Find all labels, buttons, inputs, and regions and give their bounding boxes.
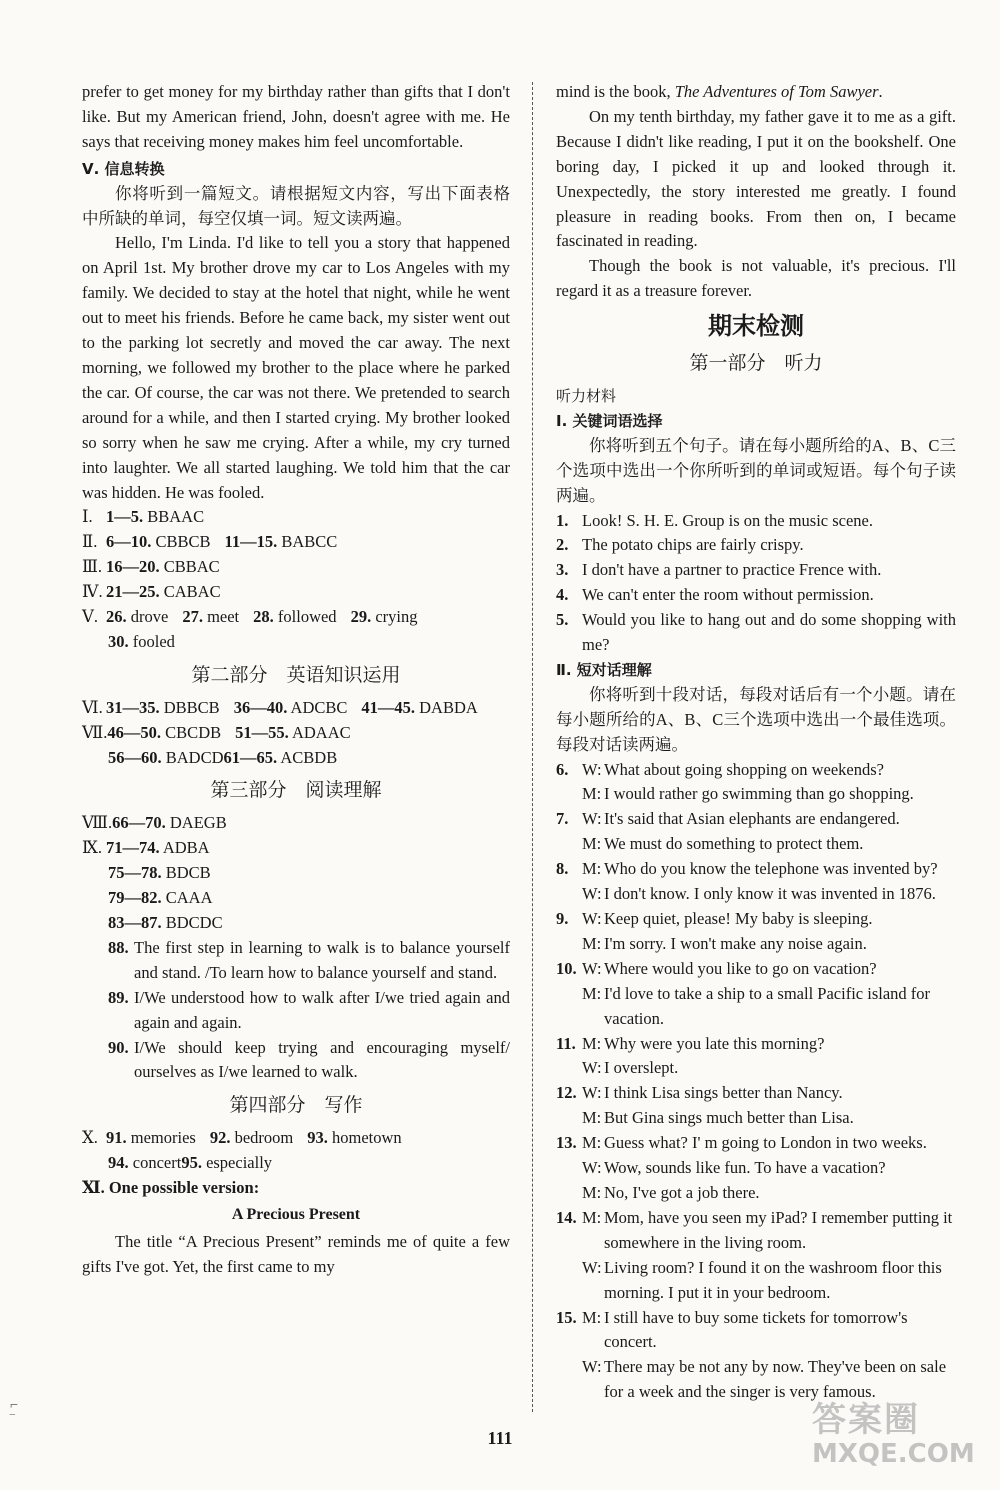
essay-start: The title “A Precious Present” reminds me of quite a few gifts I've got. Yet, the first came to my	[82, 1231, 510, 1276]
answer-row-5-cont: 30. fooled	[108, 631, 175, 651]
dialogue-line	[556, 758, 956, 783]
answer-88: 88. The first step in learning to walk is to balance yourself and stand. /To learn how to balance yourself and stand.	[108, 937, 510, 982]
edge-mark: ⌐ ‾	[10, 1398, 18, 1429]
dialogue-line	[556, 1106, 956, 1131]
dialogue-line	[556, 1131, 956, 1156]
dialogue-text: I don't know. I only know it was invented in 1876.	[604, 884, 936, 904]
part1-heading: 第一部分 听力	[689, 352, 823, 375]
dialogue-line	[556, 1056, 956, 1081]
part3-heading: 第三部分 阅读理解	[210, 779, 382, 802]
part4-heading: 第四部分 写作	[229, 1094, 363, 1117]
speaker-label: M:	[582, 859, 602, 879]
dialogue-line	[556, 1156, 956, 1181]
dialogue-number	[556, 1256, 582, 1306]
book-title: The Adventures of Tom Sawyer	[674, 82, 879, 101]
dialogue-line	[556, 807, 956, 832]
dialogue-text: I overslept.	[604, 1058, 679, 1078]
speaker-label: M:	[582, 933, 602, 953]
dialogue-line	[556, 1306, 956, 1356]
dialogue-text: We must do something to protect them.	[604, 834, 864, 854]
dialogue-text: Where would you like to go on vacation?	[604, 958, 877, 978]
dialogue-line	[556, 982, 956, 1032]
answer-row-3: Ⅲ. 16—20. CBBAC	[82, 557, 220, 577]
essay-title: A Precious Present	[231, 1205, 361, 1223]
answer-row-4: Ⅳ. 21—25. CABAC	[82, 582, 221, 602]
speaker-label: W:	[582, 759, 602, 779]
speaker-label: M:	[582, 1207, 602, 1227]
speaker-label: W:	[582, 1158, 602, 1178]
answer-89: 89. I/We understood how to walk after I/we tried again and again and again.	[108, 987, 510, 1032]
sentence-item: 2. The potato chips are fairly crispy.	[556, 535, 804, 555]
speaker-label: M:	[582, 784, 602, 804]
dialogue-line	[556, 832, 956, 857]
answer-row-7-cont: 56—60. BADCD61—65. ACBDB	[108, 747, 338, 767]
speaker-label: W:	[582, 809, 602, 829]
dialogue-text: I would rather go swimming than go shopping.	[604, 784, 914, 804]
answer-row-2: Ⅱ. 6—10. CBBCB 11—15. BABCC	[82, 532, 338, 552]
dialogue-line	[556, 1256, 956, 1306]
section-v-header: Ⅴ. 信息转换	[82, 159, 165, 178]
dialogue-text: Mom, have you seen my iPad? I remember putting it somewhere in the living room.	[604, 1207, 953, 1252]
dialogue-text: Why were you late this morning?	[604, 1033, 825, 1053]
dialogue-line	[556, 1032, 956, 1057]
section-v-instruction: 你将听到一篇短文。请根据短文内容，写出下面表格中所缺的单词，每空仅填一词。短文读两遍。	[82, 183, 510, 228]
dialogue-list	[556, 758, 956, 1406]
dialogue-line	[556, 907, 956, 932]
dialogue-line	[556, 782, 956, 807]
dialogue-number	[556, 832, 582, 857]
answer-90: 90. I/We should keep trying and encouraging myself/ ourselves as I/we learned to walk.	[108, 1037, 510, 1082]
dialogue-number	[556, 1355, 582, 1405]
page-number: 111	[487, 1428, 513, 1448]
answer-row-7: Ⅶ.46—50. CBCDB 51—55. ADAAC	[82, 722, 351, 742]
dialogue-number: 7.	[556, 809, 569, 829]
right-column	[556, 80, 956, 1405]
speaker-label: W:	[582, 1257, 602, 1277]
dialogue-text: No, I've got a job there.	[604, 1182, 760, 1202]
speaker-label: M:	[582, 1133, 602, 1153]
answer-row-9d: 83—87. BDCDC	[108, 913, 223, 932]
answer-row-6: Ⅵ. 31—35. DBBCB 36—40. ADCBC 41—45. DABDA	[82, 697, 478, 717]
speaker-label: M:	[582, 983, 602, 1003]
answer-row-11-header: Ⅺ. One possible version:	[82, 1178, 260, 1198]
story-text: Hello, I'm Linda. I'd like to tell you a story that happened on April 1st. My brother drove my car to Los Angeles with my family. We decided to stay at the hotel that night, while he went out to meet his friends. Before he came back, my sister went out to the parking lot secretly and moved the car away. The next morning, we followed my brother to the place where he parked the car. Of course, the car was not there. We pretended to search around for a while, and then I started crying. My brother looked so sorry when he saw me crying. After a while, my cry turned into laughter. We all started laughing. We told him that the car was hidden. He was fooled.	[82, 233, 510, 502]
section-1-instruction: 你将听到五个句子。请在每小题所给的A、B、C三个选项中选出一个你所听到的单词或短语。每个句子读两遍。	[556, 435, 956, 505]
left-column	[82, 80, 510, 1280]
dialogue-text: I think Lisa sings better than Nancy.	[604, 1083, 843, 1103]
dialogue-line	[556, 857, 956, 882]
dialogue-text: But Gina sings much better than Lisa.	[604, 1108, 854, 1128]
dialogue-number: 13.	[556, 1133, 577, 1153]
dialogue-number	[556, 1181, 582, 1206]
dialogue-number	[556, 1056, 582, 1081]
dialogue-number	[556, 1106, 582, 1131]
dialogue-text: Keep quiet, please! My baby is sleeping.	[604, 909, 873, 928]
answer-row-8: Ⅷ.66—70. DAEGB	[82, 813, 227, 833]
dialogue-number: 8.	[556, 859, 569, 879]
dialogue-line	[556, 957, 956, 982]
speaker-label: M:	[582, 1033, 602, 1053]
watermark-logo: 答案圈 MXQE.COM	[812, 1400, 975, 1469]
essay-continuation: mind is the book, The Adventures of Tom Sawyer.	[556, 82, 883, 101]
essay-paragraph-3: Though the book is not valuable, it's precious. I'll regard it as a treasure forever.	[556, 256, 956, 301]
dialogue-number	[556, 1156, 582, 1181]
dialogue-text: I'm sorry. I won't make any noise again.	[604, 933, 867, 953]
dialogue-number: 10.	[556, 958, 577, 978]
final-exam-title: 期末检测	[708, 312, 804, 341]
dialogue-line	[556, 1081, 956, 1106]
dialogue-number	[556, 932, 582, 957]
section-2-instruction: 你将听到十段对话，每段对话后有一个小题。请在每小题所给的A、B、C三个选项中选出一个最佳选项。每段对话读两遍。	[556, 684, 956, 754]
speaker-label: W:	[582, 909, 602, 928]
dialogue-number	[556, 882, 582, 907]
speaker-label: M:	[582, 1108, 602, 1128]
speaker-label: M:	[582, 1182, 602, 1202]
dialogue-number: 14.	[556, 1207, 577, 1227]
section-1-header: Ⅰ. 关键词语选择	[556, 411, 663, 430]
sentence-item: 3. I don't have a partner to practice Frence with.	[556, 560, 882, 580]
answer-row-10-cont: 94. concert95. especially	[108, 1153, 273, 1173]
dialogue-text: Living room? I found it on the washroom floor this morning. I put it in your bedroom.	[604, 1257, 942, 1302]
dialogue-text: Guess what? I' m going to London in two weeks.	[604, 1133, 927, 1153]
dialogue-line	[556, 932, 956, 957]
dialogue-line	[556, 1181, 956, 1206]
dialogue-number	[556, 982, 582, 1032]
listening-label: 听力材料	[556, 386, 617, 405]
dialogue-text: I still have to buy some tickets for tomorrow's concert.	[604, 1307, 908, 1352]
speaker-label: W:	[582, 1357, 602, 1377]
speaker-label: W:	[582, 1083, 602, 1103]
sentence-item: 5. Would you like to hang out and do some shopping with me?	[556, 610, 956, 655]
dialogue-number: 15.	[556, 1307, 577, 1327]
column-divider	[532, 82, 533, 1412]
dialogue-number: 12.	[556, 1083, 577, 1103]
answer-row-9c: 79—82. CAAA	[108, 888, 213, 908]
sentence-item: 4. We can't enter the room without permission.	[556, 585, 874, 605]
sentence-item: 1. Look! S. H. E. Group is on the music scene.	[556, 510, 873, 530]
speaker-label: W:	[582, 884, 602, 904]
answer-row-1: Ⅰ. 1—5. BBAAC	[82, 507, 205, 527]
dialogue-number: 6.	[556, 759, 569, 779]
answer-row-9b: 75—78. BDCB	[108, 863, 211, 883]
essay-paragraph-2: On my tenth birthday, my father gave it to me as a gift. Because I didn't like reading, I put it on the bookshelf. One boring day, I picked it up and looked through it. Unexpectedly, the story interested me greatly. I found pleasure in reading books. From then on, I became fascinated in reading.	[556, 106, 956, 251]
dialogue-text: It's said that Asian elephants are endangered.	[604, 809, 900, 829]
answer-row-5: Ⅴ. 26. drove 27. meet 28. followed 29. crying	[82, 607, 418, 627]
speaker-label: W:	[582, 958, 602, 978]
speaker-label: W:	[582, 1058, 602, 1078]
dialogue-text: I'd love to take a ship to a small Pacific island for vacation.	[604, 983, 931, 1028]
speaker-label: M:	[582, 1307, 602, 1327]
dialogue-text: What about going shopping on weekends?	[604, 759, 884, 779]
answer-row-10: Ⅹ. 91. memories 92. bedroom 93. hometown	[82, 1128, 402, 1148]
dialogue-line	[556, 882, 956, 907]
dialogue-text: Wow, sounds like fun. To have a vacation?	[604, 1158, 886, 1178]
dialogue-number: 9.	[556, 909, 569, 928]
dialogue-text: There may be not any by now. They've been on sale for a week and the singer is very famous.	[604, 1357, 947, 1402]
section-2-header: Ⅱ. 短对话理解	[556, 660, 652, 679]
dialogue-line	[556, 1206, 956, 1256]
intro-text: prefer to get money for my birthday rather than gifts that I don't like. But my American friend, John, doesn't agree with me. He says that receiving money makes him feel uncomfortable.	[82, 82, 510, 151]
speaker-label: M:	[582, 834, 602, 854]
dialogue-number: 11.	[556, 1033, 576, 1053]
dialogue-number	[556, 782, 582, 807]
part2-heading: 第二部分 英语知识运用	[191, 663, 401, 686]
dialogue-text: Who do you know the telephone was invented by?	[604, 859, 938, 879]
answer-row-9: Ⅸ. 71—74. ADBA	[82, 838, 210, 858]
